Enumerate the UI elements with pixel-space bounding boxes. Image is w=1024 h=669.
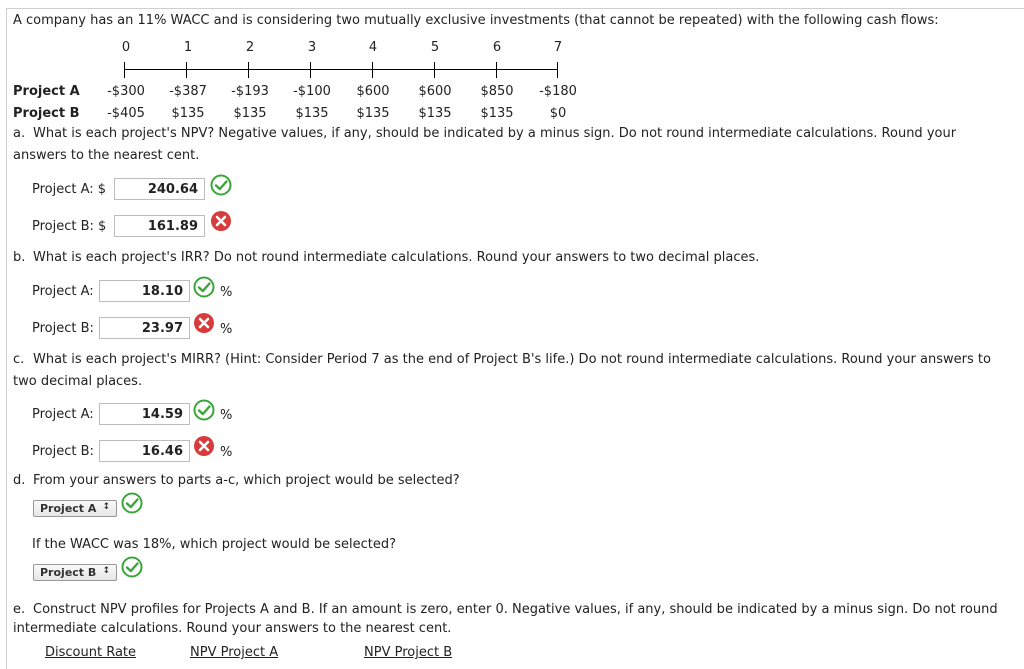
question-c: c. What is each project's MIRR? (Hint: Consider Period 7 as the end of Project B's life.) Do not round intermediate calculations. Round your answers to two decimal places. — [13, 352, 991, 389]
project-b-cf-1: $135 — [171, 106, 205, 121]
irr-b-input[interactable]: 23.97 — [99, 317, 190, 339]
check-correct-icon — [121, 556, 143, 578]
mirr-a-percent: % — [220, 408, 233, 423]
wacc-followup-question: If the WACC was 18%, which project would be selected? — [32, 537, 396, 552]
project-a-cf-1: -$387 — [169, 84, 207, 99]
question-b: b. What is each project's IRR? Do not round intermediate calculations. Round your answers to two decimal places. — [13, 250, 760, 265]
timeline-period-5: 5 — [430, 40, 440, 55]
project-b-cf-4: $135 — [356, 106, 390, 121]
npv-a-input[interactable]: 240.64 — [114, 178, 205, 200]
project-a-cf-6: $850 — [480, 84, 514, 99]
problem-intro: A company has an 11% WACC and is considering two mutually exclusive investments (that cannot be repeated) with the following cash flows: — [13, 13, 939, 28]
project-select-1[interactable]: Project A ↕ — [33, 500, 117, 517]
question-e: e. Construct NPV profiles for Projects A and B. If an amount is zero, enter 0. Negative values, if any, should be indicated by a minus sign. Do not round intermediate calculations. Round your answers to the nearest cent. — [13, 602, 998, 636]
project-b-cf-3: $135 — [295, 106, 329, 121]
column-header-npv-b: NPV Project B — [364, 645, 453, 660]
project-a-cf-2: -$193 — [231, 84, 269, 99]
mirr-a-label: Project A: — [32, 407, 94, 422]
question-a: a. What is each project's NPV? Negative values, if any, should be indicated by a minus sign. Do not round intermediate calculations. Round your answers to the nearest cent. — [13, 126, 957, 163]
timeline-period-3: 3 — [307, 40, 317, 55]
project-b-cf-0: -$405 — [107, 106, 145, 121]
npv-a-label: Project A: $ — [32, 182, 107, 197]
check-correct-icon — [193, 276, 215, 298]
timeline-period-6: 6 — [492, 40, 502, 55]
cross-incorrect-icon — [193, 435, 215, 457]
project-select-2[interactable]: Project B ↕ — [33, 564, 117, 581]
timeline-period-4: 4 — [368, 40, 378, 55]
select-arrows-icon: ↕ — [102, 566, 110, 576]
timeline-period-2: 2 — [245, 40, 255, 55]
irr-b-label: Project B: — [32, 321, 94, 336]
irr-a-percent: % — [220, 285, 233, 300]
project-a-cf-0: -$300 — [107, 84, 145, 99]
timeline-axis — [124, 62, 558, 78]
mirr-a-input[interactable]: 14.59 — [99, 403, 190, 425]
project-b-cf-6: $135 — [480, 106, 514, 121]
timeline-period-0: 0 — [121, 40, 131, 55]
npv-b-label: Project B: $ — [32, 219, 107, 234]
irr-b-percent: % — [220, 322, 233, 337]
project-b-name: Project B — [13, 106, 80, 121]
project-b-cf-5: $135 — [418, 106, 452, 121]
timeline-period-1: 1 — [183, 40, 193, 55]
mirr-b-input[interactable]: 16.46 — [99, 440, 190, 462]
check-correct-icon — [210, 174, 232, 196]
irr-a-input[interactable]: 18.10 — [99, 280, 190, 302]
mirr-b-percent: % — [220, 445, 233, 460]
npv-b-input[interactable]: 161.89 — [114, 215, 205, 237]
select-arrows-icon: ↕ — [102, 502, 110, 512]
check-correct-icon — [193, 399, 215, 421]
check-correct-icon — [121, 492, 143, 514]
irr-a-label: Project A: — [32, 284, 94, 299]
mirr-b-label: Project B: — [32, 444, 94, 459]
project-b-cf-2: $135 — [233, 106, 267, 121]
project-a-cf-5: $600 — [418, 84, 452, 99]
project-b-cf-7: $0 — [549, 106, 567, 121]
project-a-cf-4: $600 — [356, 84, 390, 99]
timeline-period-7: 7 — [553, 40, 563, 55]
project-a-name: Project A — [13, 84, 80, 99]
cross-incorrect-icon — [193, 312, 215, 334]
cross-incorrect-icon — [210, 210, 232, 232]
project-a-cf-3: -$100 — [293, 84, 331, 99]
project-a-cf-7: -$180 — [539, 84, 577, 99]
column-header-discount-rate: Discount Rate — [45, 645, 137, 660]
column-header-npv-a: NPV Project A — [190, 645, 279, 660]
question-d: d. From your answers to parts a-c, which project would be selected? — [13, 473, 460, 488]
